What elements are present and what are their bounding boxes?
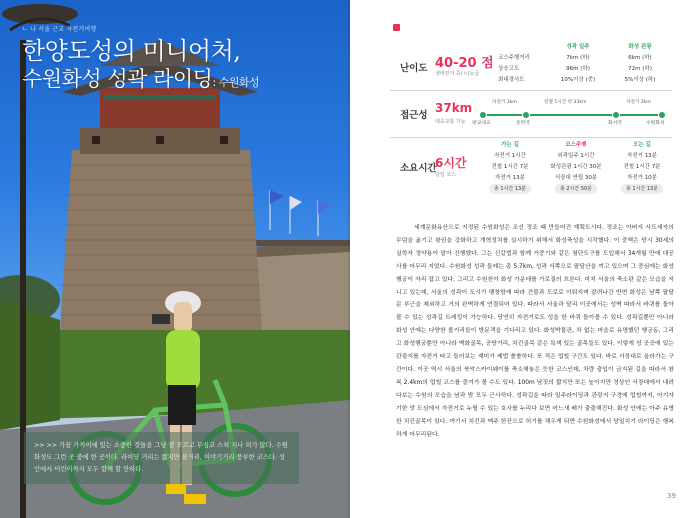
metric-value: 10%이상 (중): [560, 77, 596, 83]
metric-value: 6km (하): [628, 55, 652, 61]
time-line: 자전거 13분: [495, 175, 525, 181]
time-line: 서장대 연립 30분: [554, 175, 598, 181]
photo-caption: >> >> 가끔 가까이에 있는 소중한 것들을 그냥 잘 모르고 무심코 스쳐 지나 쳐가 많다. 수원화성도 그런 곳 중에 한 곳이다. 라이딩 거리는 짧지만 볼거리, 이야기거리 풍부한 코스다. 성인에서 어린이까지 모두 함께 할 만하다.: [24, 432, 299, 484]
time-col-going: [478, 140, 542, 195]
col-header: 성곽 일주: [566, 44, 590, 50]
route-stop-name: 동막역: [516, 121, 530, 126]
section-kicker: ㄴ 나 서울 근교 자전거여행: [22, 26, 97, 33]
col-header: 오는 길: [633, 142, 651, 148]
difficulty-score: 40-20 점: [435, 56, 494, 71]
route-stop-dot: [522, 111, 530, 119]
time-line: 자전거 13분: [627, 153, 657, 159]
col-header: 화성 관광: [628, 44, 652, 50]
access-label: 접근성: [400, 110, 428, 121]
time-total: 총 1시간 13분: [489, 184, 531, 194]
route-timeline: [472, 100, 665, 127]
access-row: [390, 91, 672, 138]
route-stop-dot: [479, 111, 487, 119]
time-col-course: [540, 140, 612, 195]
time-row: [390, 138, 672, 208]
time-line: 자전거 1시간: [494, 153, 526, 159]
time-line: 전철 1시간 7분: [623, 164, 661, 170]
metric-name: 최대경사도: [498, 77, 525, 83]
time-line: 화성관광 1시간 30분: [550, 164, 602, 170]
route-leg-label: 자전거 3km: [626, 100, 651, 105]
route-leg-label: 전철 1시간 약 33km: [544, 100, 587, 105]
article-title-block: [22, 24, 259, 97]
col-header: 코스주행: [565, 142, 587, 148]
route-stop-dot: [612, 111, 620, 119]
route-leg-label: 자전거 3km: [492, 100, 517, 105]
metric-value: 7km (하): [566, 55, 590, 61]
time-line: 자전거 10분: [627, 175, 657, 181]
time-label: 소요시간: [400, 163, 437, 174]
page-number: 39: [667, 492, 676, 500]
time-total: 총 1시간 13분: [621, 184, 663, 194]
difficulty-label: 난이도: [400, 63, 428, 74]
time-hours-sub: 당일 코스: [435, 172, 456, 178]
difficulty-row: [390, 40, 672, 91]
route-stop-name: 수원화성: [646, 121, 665, 126]
difficulty-col-1: [550, 42, 606, 86]
metric-name: 코스주행거리: [498, 55, 530, 61]
route-line: [482, 114, 662, 116]
access-distance-sub: 대중교통 가능: [435, 119, 466, 125]
difficulty-col-2: [612, 42, 668, 86]
article-title-main: 수원화성 성곽 라이딩: [22, 67, 213, 91]
difficulty-row-labels: [498, 42, 550, 86]
article-body: 세계문화유산으로 지정된 수원화성은 조선 정조 때 만들어진 계획도시다. 정조는 아버지 사도세자의 무덤을 옮기고 왕권을 강화하고 개혁정치를 실시하기 위해서 화성축성을 시작했다. 이 중책은 당시 30세의 실학자 정약용이 맡아 진행했다. 그는 신갈법과 함께 거중기와 같은 첨단도구를 도입해서 34개월 만에 대공사를 마무리 지었다. 수원화성 성곽 둘레는 총 5.7km, 성곽 서쪽으로 팔달산을 끼고 있으며 그 중심에는 화성행궁이 자리 잡고 있다. 그리고 수원천이 화성 가운데를 가로질러 흐른다. 마치 서울의 축소판 같은 모습을 지니고 있는데, 서울의 성곽이 도시가 팽창함에 따라 건물과 도로로 이뤄지며 잘려나간 반면 화성은 남쪽 팔달문 부근을 제외하고 거의 완벽하게 연결되어 있다. 따라서 서울과 달리 이곳에서는 성벽 따라서 바퀴를 돌아볼 수 있는 성곽길 트레킹이 가능하다. 당연히 자전거로도 성을 한 바퀴 돌아볼 수 있다. 성곽길뿐만 아니라 화성 안에는 다양한 볼거리들이 방문객을 기다리고 있다. 화성박물관, 차 없는 마을로 유명했던 행궁동, 그리고 화성행궁뿐만 아니라 벽화골목, 공방거리, 치킨골목 같은 특색 있는 골목들도 있다. 이렇게 성 곳곳에 있는 관광지를 자전거 타고 둘러보는 재미가 제법 쏠쏠하다. 또 적은 업힐 구간도 있다. 바로 서장대로 올라가는 구간이다. 이곳 역시 서울의 북악스카이웨이를 축소해놓은 듯한 코스인데, 차량 출입이 금지된 길을 따라서 왕복 2.4km의 업힐 코스를 즐겨가 볼 수도 있다. 100m 남짓의 짧지만 또는 높이지만 정상인 서장대에서 내려다보는 수원의 모습을 남과 밤 모두 근사하다. 성곽길을 따라 일주라이딩과 관광지 구경에 업힐까지, 아기자기한 맛 도심에서 자전거로 누릴 수 있는 호사를 누리다 보면 어느새 배가 출출해진다. 화성 안에는 아주 유명한 치킨골목이 있다. 여기서 치킨과 맥주 한잔으로 허기를 채우게 되면 수원화성에서 당일치기 라이딩은 행복하게 마무리된다.: [396, 225, 674, 438]
accent-marker: [393, 24, 400, 31]
time-total: 총 2시간 50분: [555, 184, 597, 194]
time-line: 외곽일주 1시간: [557, 153, 595, 159]
metric-value: 96m (하): [566, 66, 590, 72]
text-page: [350, 0, 700, 518]
article-title-line2: [22, 65, 259, 97]
time-hours: 6시간: [435, 156, 467, 170]
metric-value: 72m (하): [628, 66, 652, 72]
difficulty-score-sub: 생태걷기 중(ㅇ)등급: [435, 71, 480, 77]
col-header: 가는 길: [501, 142, 519, 148]
access-distance: 37km: [435, 101, 473, 115]
route-stop-dot: [658, 111, 666, 119]
time-col-return: [610, 140, 674, 195]
route-info-box: [390, 40, 672, 208]
article-title-suffix: : 수원화성: [212, 76, 260, 89]
time-line: 전철 1시간 7분: [491, 164, 529, 170]
metric-name: 상승고도: [498, 66, 520, 72]
metric-value: 5%이상 (하): [624, 77, 656, 83]
article-title-line1: 한양도성의 미니어처,: [22, 37, 241, 65]
route-stop-name: 판교대교: [472, 121, 491, 126]
route-stop-name: 화서역: [608, 121, 622, 126]
